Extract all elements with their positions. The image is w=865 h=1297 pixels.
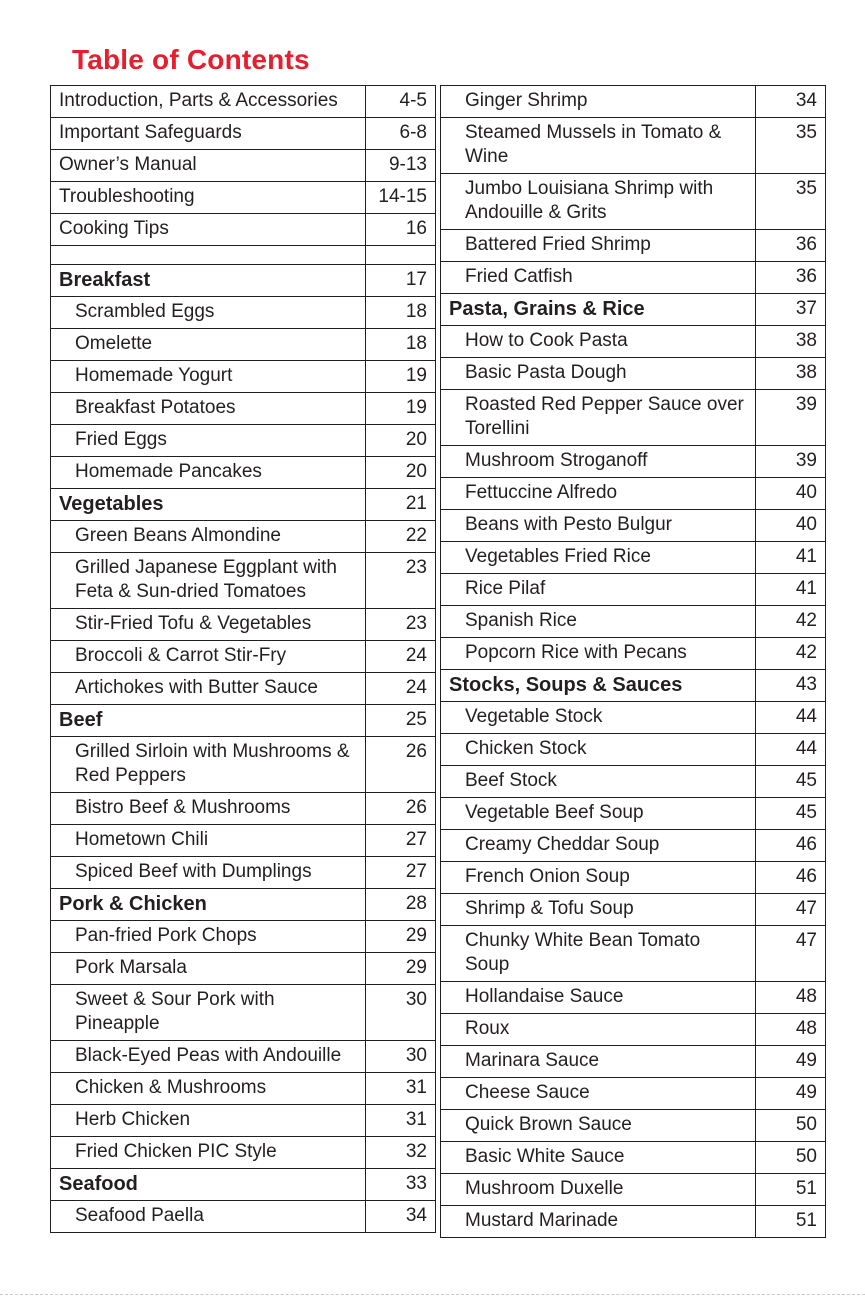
page-number: 18 xyxy=(366,329,436,361)
entry-title: Roasted Red Pepper Sauce over Torellini xyxy=(441,390,756,446)
toc-table-right xyxy=(440,85,826,1238)
toc-entry-row[interactable] xyxy=(441,606,826,638)
page-number: 38 xyxy=(756,326,826,358)
entry-title: Hollandaise Sauce xyxy=(441,982,756,1014)
page-number: 46 xyxy=(756,830,826,862)
toc-entry-row[interactable] xyxy=(441,702,826,734)
entry-title: Vegetable Stock xyxy=(441,702,756,734)
toc-entry-row[interactable] xyxy=(51,857,436,889)
page-number: 35 xyxy=(756,118,826,174)
entry-title: Chicken & Mushrooms xyxy=(51,1073,366,1105)
section-title: Breakfast xyxy=(51,265,366,297)
toc-entry-row[interactable] xyxy=(441,510,826,542)
entry-title: Popcorn Rice with Pecans xyxy=(441,638,756,670)
page-number: 44 xyxy=(756,702,826,734)
toc-entry-row[interactable] xyxy=(441,478,826,510)
toc-entry-row[interactable] xyxy=(51,1105,436,1137)
entry-title: Black-Eyed Peas with Andouille xyxy=(51,1041,366,1073)
toc-table-left xyxy=(50,85,436,1233)
entry-title: Hometown Chili xyxy=(51,825,366,857)
entry-title: Mushroom Stroganoff xyxy=(441,446,756,478)
entry-title: Roux xyxy=(441,1014,756,1046)
entry-title: Quick Brown Sauce xyxy=(441,1110,756,1142)
entry-title: Cheese Sauce xyxy=(441,1078,756,1110)
toc-section-row[interactable] xyxy=(51,1169,436,1201)
page-number: 26 xyxy=(366,793,436,825)
entry-title: Battered Fried Shrimp xyxy=(441,230,756,262)
toc-entry-row[interactable] xyxy=(51,393,436,425)
page-number: 31 xyxy=(366,1073,436,1105)
section-title: Beef xyxy=(51,705,366,737)
toc-entry-row[interactable] xyxy=(441,1174,826,1206)
toc-entry-row[interactable] xyxy=(441,926,826,982)
toc-section-row[interactable] xyxy=(51,705,436,737)
toc-entry-row[interactable] xyxy=(51,214,436,246)
page-number: 48 xyxy=(756,1014,826,1046)
entry-title: Pan-fried Pork Chops xyxy=(51,921,366,953)
page-number: 19 xyxy=(366,361,436,393)
page-number: 29 xyxy=(366,953,436,985)
page-number: 40 xyxy=(756,510,826,542)
toc-entry-row[interactable] xyxy=(441,542,826,574)
entry-title: Homemade Yogurt xyxy=(51,361,366,393)
entry-title: Important Safeguards xyxy=(51,118,366,150)
page-number: 31 xyxy=(366,1105,436,1137)
toc-entry-row[interactable] xyxy=(51,921,436,953)
section-title: Pork & Chicken xyxy=(51,889,366,921)
entry-title: Stir-Fried Tofu & Vegetables xyxy=(51,609,366,641)
entry-title: Jumbo Louisiana Shrimp with Andouille & Grits xyxy=(441,174,756,230)
toc-section-row[interactable] xyxy=(51,489,436,521)
entry-title: Vegetables Fried Rice xyxy=(441,542,756,574)
page-number: 27 xyxy=(366,857,436,889)
page-number: 47 xyxy=(756,926,826,982)
entry-title: Spiced Beef with Dumplings xyxy=(51,857,366,889)
page-number: 50 xyxy=(756,1142,826,1174)
page-number: 17 xyxy=(366,265,436,297)
toc-entry-row[interactable] xyxy=(51,521,436,553)
toc-entry-row[interactable] xyxy=(441,118,826,174)
page-number: 19 xyxy=(366,393,436,425)
page-title: Table of Contents xyxy=(72,44,310,75)
page-number: 18 xyxy=(366,297,436,329)
toc-entry-row[interactable] xyxy=(441,766,826,798)
entry-title: Seafood Paella xyxy=(51,1201,366,1233)
page-number: 14-15 xyxy=(366,182,436,214)
page-number: 20 xyxy=(366,425,436,457)
toc-entry-row[interactable] xyxy=(51,793,436,825)
entry-title: Marinara Sauce xyxy=(441,1046,756,1078)
entry-title: Grilled Japanese Eggplant with Feta & Sun-dried Tomatoes xyxy=(51,553,366,609)
toc-entry-row[interactable] xyxy=(51,1137,436,1169)
page-number: 6-8 xyxy=(366,118,436,150)
toc-entry-row[interactable] xyxy=(441,1110,826,1142)
page-number: 51 xyxy=(756,1174,826,1206)
page-number: 46 xyxy=(756,862,826,894)
page-number: 34 xyxy=(756,86,826,118)
toc-entry-row[interactable] xyxy=(51,1073,436,1105)
toc-entry-row[interactable] xyxy=(441,1046,826,1078)
toc-entry-row[interactable] xyxy=(441,1206,826,1238)
page-number: 30 xyxy=(366,985,436,1041)
toc-entry-row[interactable] xyxy=(441,734,826,766)
entry-title: Fried Eggs xyxy=(51,425,366,457)
page-number: 41 xyxy=(756,574,826,606)
toc-entry-row[interactable] xyxy=(441,390,826,446)
entry-title: Homemade Pancakes xyxy=(51,457,366,489)
toc-entry-row[interactable] xyxy=(441,830,826,862)
page-number xyxy=(366,246,436,265)
toc-entry-row[interactable] xyxy=(51,86,436,118)
entry-title: Beef Stock xyxy=(441,766,756,798)
entry-title: Cooking Tips xyxy=(51,214,366,246)
entry-title: Pork Marsala xyxy=(51,953,366,985)
page-number: 36 xyxy=(756,262,826,294)
section-title: Seafood xyxy=(51,1169,366,1201)
toc-entry-row[interactable] xyxy=(441,574,826,606)
page-number: 34 xyxy=(366,1201,436,1233)
entry-title: Mustard Marinade xyxy=(441,1206,756,1238)
entry-title: Herb Chicken xyxy=(51,1105,366,1137)
page-number: 24 xyxy=(366,641,436,673)
toc-entry-row[interactable] xyxy=(441,262,826,294)
toc-entry-row[interactable] xyxy=(51,457,436,489)
toc-entry-row[interactable] xyxy=(51,609,436,641)
toc-entry-row[interactable] xyxy=(441,798,826,830)
entry-title: Owner’s Manual xyxy=(51,150,366,182)
page-number: 49 xyxy=(756,1046,826,1078)
toc-entry-row[interactable] xyxy=(51,825,436,857)
page-number: 9-13 xyxy=(366,150,436,182)
page-number: 4-5 xyxy=(366,86,436,118)
page-number: 33 xyxy=(366,1169,436,1201)
entry-title: Introduction, Parts & Accessories xyxy=(51,86,366,118)
toc-entry-row[interactable] xyxy=(51,118,436,150)
entry-title: Artichokes with Butter Sauce xyxy=(51,673,366,705)
page-number: 30 xyxy=(366,1041,436,1073)
entry-title: Sweet & Sour Pork with Pineapple xyxy=(51,985,366,1041)
page-number: 45 xyxy=(756,798,826,830)
toc-entry-row[interactable] xyxy=(441,862,826,894)
entry-title: Grilled Sirloin with Mushrooms & Red Peppers xyxy=(51,737,366,793)
toc-entry-row[interactable] xyxy=(51,150,436,182)
toc-entry-row[interactable] xyxy=(441,1014,826,1046)
page-number: 43 xyxy=(756,670,826,702)
toc-entry-row[interactable] xyxy=(51,1041,436,1073)
toc-entry-row[interactable] xyxy=(441,86,826,118)
toc-entry-row[interactable] xyxy=(441,230,826,262)
toc-entry-row[interactable] xyxy=(441,638,826,670)
entry-title: Spanish Rice xyxy=(441,606,756,638)
entry-title: French Onion Soup xyxy=(441,862,756,894)
toc-entry-row[interactable] xyxy=(51,953,436,985)
page-number: 24 xyxy=(366,673,436,705)
toc-entry-row[interactable] xyxy=(441,446,826,478)
entry-title: Mushroom Duxelle xyxy=(441,1174,756,1206)
page-number: 49 xyxy=(756,1078,826,1110)
page-number: 42 xyxy=(756,638,826,670)
page-number: 41 xyxy=(756,542,826,574)
page-number: 39 xyxy=(756,446,826,478)
entry-title: Beans with Pesto Bulgur xyxy=(441,510,756,542)
page-number: 22 xyxy=(366,521,436,553)
entry-title: Breakfast Potatoes xyxy=(51,393,366,425)
page-bottom-rule xyxy=(0,1294,865,1295)
toc-section-row[interactable] xyxy=(441,294,826,326)
entry-title: Chicken Stock xyxy=(441,734,756,766)
page-number: 26 xyxy=(366,737,436,793)
entry-title: Steamed Mussels in Tomato & Wine xyxy=(441,118,756,174)
page-number: 48 xyxy=(756,982,826,1014)
entry-title: Chunky White Bean Tomato Soup xyxy=(441,926,756,982)
page-number: 40 xyxy=(756,478,826,510)
page-number: 21 xyxy=(366,489,436,521)
toc-entry-row[interactable] xyxy=(51,673,436,705)
entry-title: Broccoli & Carrot Stir-Fry xyxy=(51,641,366,673)
entry-title: Fettuccine Alfredo xyxy=(441,478,756,510)
page-number: 37 xyxy=(756,294,826,326)
page-number: 44 xyxy=(756,734,826,766)
section-title: Vegetables xyxy=(51,489,366,521)
toc-entry-row[interactable] xyxy=(51,553,436,609)
toc-entry-row[interactable] xyxy=(51,641,436,673)
toc-entry-row[interactable] xyxy=(51,1201,436,1233)
page-number: 23 xyxy=(366,553,436,609)
section-title: Pasta, Grains & Rice xyxy=(441,294,756,326)
page-number: 47 xyxy=(756,894,826,926)
page-number: 20 xyxy=(366,457,436,489)
page-number: 25 xyxy=(366,705,436,737)
page-number: 39 xyxy=(756,390,826,446)
toc-entry-row[interactable] xyxy=(51,985,436,1041)
page-number: 16 xyxy=(366,214,436,246)
toc-section-row[interactable] xyxy=(441,670,826,702)
entry-title: Omelette xyxy=(51,329,366,361)
page-number: 51 xyxy=(756,1206,826,1238)
toc-entry-row[interactable] xyxy=(51,361,436,393)
entry-title: Green Beans Almondine xyxy=(51,521,366,553)
page-number: 28 xyxy=(366,889,436,921)
entry-title: Creamy Cheddar Soup xyxy=(441,830,756,862)
entry-title: Fried Chicken PIC Style xyxy=(51,1137,366,1169)
toc-spacer-row xyxy=(51,246,436,265)
page-number: 50 xyxy=(756,1110,826,1142)
toc-entry-row[interactable] xyxy=(441,894,826,926)
entry-title: How to Cook Pasta xyxy=(441,326,756,358)
toc-section-row[interactable] xyxy=(51,889,436,921)
entry-title: Vegetable Beef Soup xyxy=(441,798,756,830)
page-number: 29 xyxy=(366,921,436,953)
entry-title: Rice Pilaf xyxy=(441,574,756,606)
toc-entry-row[interactable] xyxy=(51,425,436,457)
toc-entry-row[interactable] xyxy=(441,982,826,1014)
entry-title xyxy=(51,246,366,265)
entry-title: Ginger Shrimp xyxy=(441,86,756,118)
page-number: 38 xyxy=(756,358,826,390)
toc-entry-row[interactable] xyxy=(51,297,436,329)
toc-entry-row[interactable] xyxy=(51,182,436,214)
entry-title: Shrimp & Tofu Soup xyxy=(441,894,756,926)
page-number: 42 xyxy=(756,606,826,638)
toc-section-row[interactable] xyxy=(51,265,436,297)
entry-title: Scrambled Eggs xyxy=(51,297,366,329)
toc-entry-row[interactable] xyxy=(441,358,826,390)
page-number: 35 xyxy=(756,174,826,230)
entry-title: Bistro Beef & Mushrooms xyxy=(51,793,366,825)
toc-entry-row[interactable] xyxy=(51,329,436,361)
toc-entry-row[interactable] xyxy=(441,1078,826,1110)
entry-title: Fried Catfish xyxy=(441,262,756,294)
entry-title: Troubleshooting xyxy=(51,182,366,214)
entry-title: Basic Pasta Dough xyxy=(441,358,756,390)
toc-entry-row[interactable] xyxy=(441,174,826,230)
toc-entry-row[interactable] xyxy=(51,737,436,793)
page-number: 45 xyxy=(756,766,826,798)
toc-entry-row[interactable] xyxy=(441,326,826,358)
toc-entry-row[interactable] xyxy=(441,1142,826,1174)
page-number: 23 xyxy=(366,609,436,641)
page-number: 32 xyxy=(366,1137,436,1169)
entry-title: Basic White Sauce xyxy=(441,1142,756,1174)
page-number: 36 xyxy=(756,230,826,262)
page-number: 27 xyxy=(366,825,436,857)
section-title: Stocks, Soups & Sauces xyxy=(441,670,756,702)
